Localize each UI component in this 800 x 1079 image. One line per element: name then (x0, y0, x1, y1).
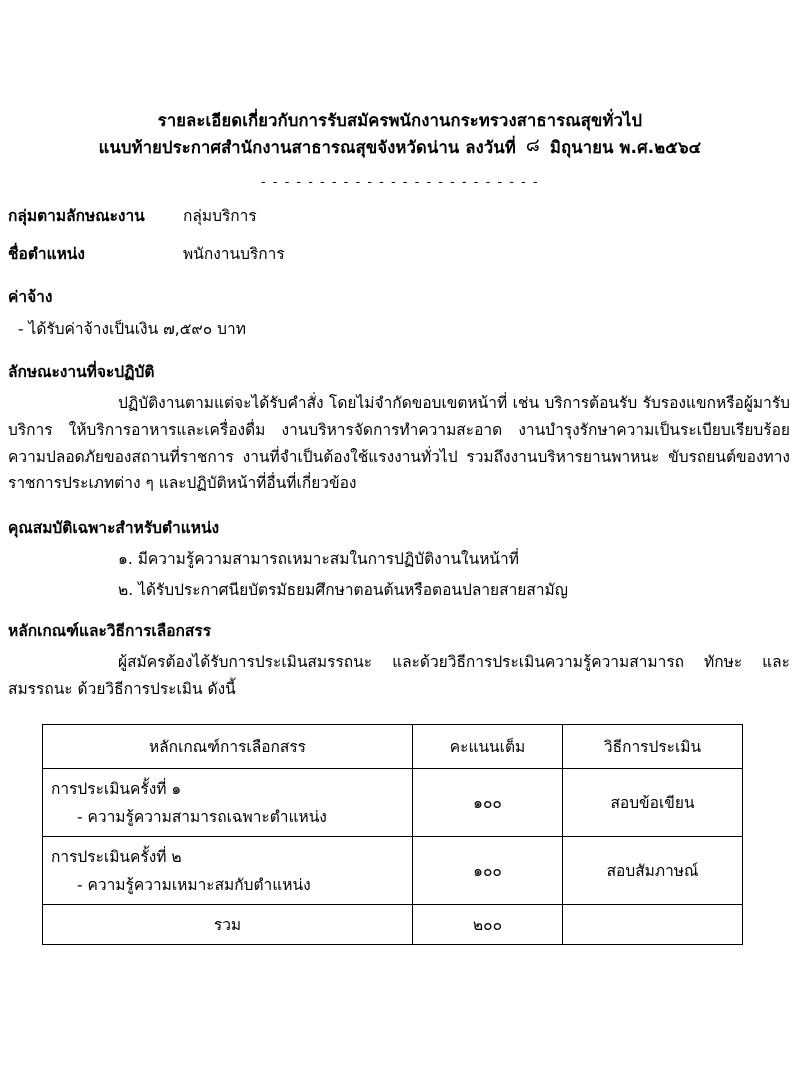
field-row-group-type (0, 203, 800, 228)
field-label-position-name: ชื่อตำแหน่ง (8, 245, 85, 264)
field-value-group-type: กลุ่มบริการ (183, 207, 257, 226)
document-title-line-2 (0, 134, 800, 162)
table-cell-method-1: สอบข้อเขียน (563, 769, 743, 837)
table-cell-score-2: ๑๐๐ (413, 837, 563, 905)
section-heading-wage: ค่าจ้าง (8, 288, 53, 307)
field-label-group-type: กลุ่มตามลักษณะงาน (8, 207, 145, 226)
table-cell-criteria-2 (43, 837, 413, 905)
divider: - - - - - - - - - - - - - - - - - - - - - - - - (260, 175, 540, 191)
section-heading-duties: ลักษณะงานที่จะปฏิบัติ (8, 363, 155, 382)
selection-paragraph: ผู้สมัครต้องได้รับการประเมินสมรรถนะ และด้วยวิธีการประเมินความรู้ความสามารถ ทักษะ และสมรรถนะ ด้วยวิธีการประเมิน ดังนี้ (8, 653, 790, 698)
table-row (43, 769, 743, 837)
criteria-1-heading: การประเมินครั้งที่ ๑ (51, 780, 182, 799)
section-heading-qualifications: คุณสมบัติเฉพาะสำหรับตำแหน่ง (8, 519, 220, 538)
table-cell-method-2: สอบสัมภาษณ์ (563, 837, 743, 905)
table-cell-total-score: ๒๐๐ (413, 905, 563, 945)
criteria-1-detail: - ความรู้ความสามารถเฉพาะตำแหน่ง (77, 808, 327, 827)
document-body (0, 108, 800, 945)
table-header-method: วิธีการประเมิน (563, 725, 743, 769)
table-cell-total-method (563, 905, 743, 945)
table-header-criteria: หลักเกณฑ์การเลือกสรร (43, 725, 413, 769)
document-title-line-2-prefix: แนบท้ายประกาศสำนักงานสาธารณสุขจังหวัดน่าน ลงวันที่ (98, 137, 516, 157)
duties-paragraph: ปฏิบัติงานตามแต่จะได้รับคำสั่ง โดยไม่จำกัดขอบเขตหน้าที่ เช่น บริการต้อนรับ รับรองแขกหรือผู้มารับบริการ ให้บริการอาหารและเครื่องดื่ม งานบริหารจัดการทำความสะอาด งานบำรุงรักษาความเป็นระเบียบเรียบร้อย ความปลอดภัยของสถานที่ราชการ งานที่จำเป็นต้องใช้แรงงานทั่วไป รวมถึงงานบริหารยานพาหนะ ขับรถยนต์ของทางราชการประเภทต่าง ๆ และปฏิบัติหน้าที่อื่นที่เกี่ยวข้อง (8, 394, 790, 493)
table-cell-total-label: รวม (43, 905, 413, 945)
section-heading-selection: หลักเกณฑ์และวิธีการเลือกสรร (8, 622, 212, 641)
table-cell-score-1: ๑๐๐ (413, 769, 563, 837)
table-row (43, 837, 743, 905)
qualification-item-1: ๑. มีความรู้ความสามารถเหมาะสมในการปฏิบัติงานในหน้าที่ (118, 550, 519, 569)
criteria-2-heading: การประเมินครั้งที่ ๒ (51, 848, 182, 867)
criteria-2-detail: - ความรู้ความเหมาะสมกับตำแหน่ง (77, 876, 311, 895)
field-value-position-name: พนักงานบริการ (183, 245, 285, 264)
document-title-line-1: รายละเอียดเกี่ยวกับการรับสมัครพนักงานกระทรวงสาธารณสุขทั่วไป (157, 111, 643, 130)
qualification-item-2: ๒. ได้รับประกาศนียบัตรมัธยมศึกษาตอนต้นหรือตอนปลายสายสามัญ (118, 581, 568, 600)
document-title-block (0, 108, 800, 161)
field-row-position-name (0, 241, 800, 266)
table-cell-criteria-1 (43, 769, 413, 837)
table-header-row (43, 725, 743, 769)
wage-amount-line: - ได้รับค่าจ้างเป็นเงิน ๗,๕๙๐ บาท (18, 320, 246, 339)
criteria-table (42, 724, 743, 945)
table-total-row (43, 905, 743, 945)
table-header-score: คะแนนเต็ม (413, 725, 563, 769)
handwritten-date: ๘ (525, 134, 541, 156)
document-title-line-2-suffix: มิถุนายน พ.ศ.๒๕๖๔ (550, 137, 702, 157)
